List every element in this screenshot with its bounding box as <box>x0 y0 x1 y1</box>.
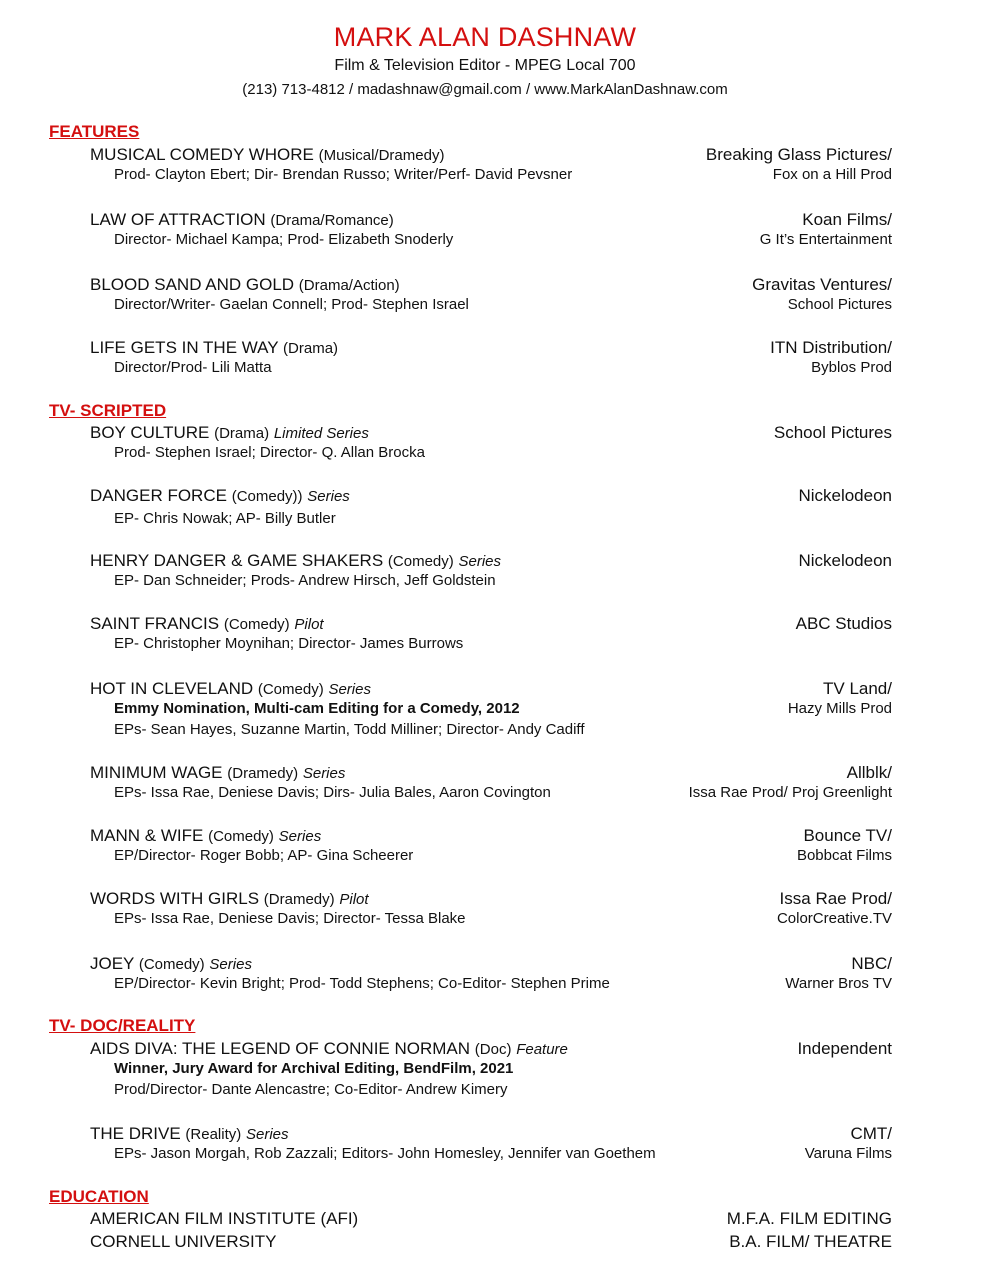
credit-people: EPs- Jason Morgah, Rob Zazzali; Editors- John Homesley, Jennifer van Goethem <box>114 1145 656 1162</box>
credit-entry <box>90 275 892 317</box>
section-heading-education: EDUCATION <box>49 1187 149 1206</box>
credit-entry <box>90 826 892 868</box>
distributor: Breaking Glass Pictures/ <box>705 145 892 164</box>
degree: B.A. FILM/ THEATRE <box>729 1232 892 1251</box>
credit-people: EPs- Issa Rae, Deniese Davis; Director- Tessa Blake <box>114 910 466 927</box>
credit-entry <box>90 423 892 465</box>
credit-people: Director/Writer- Gaelan Connell; Prod- Stephen Israel <box>114 296 469 313</box>
credit-people: EP- Christopher Moynihan; Director- James Burrows <box>114 635 464 652</box>
credit-entry <box>90 614 892 656</box>
credit-title: LAW OF ATTRACTION (Drama/Romance) <box>90 210 394 229</box>
credit-people: EP/Director- Kevin Bright; Prod- Todd Stephens; Co-Editor- Stephen Prime <box>114 975 610 992</box>
distributor: Koan Films/ <box>802 210 892 229</box>
distributor-secondary: G It’s Entertainment <box>759 231 892 248</box>
distributor: Independent <box>797 1039 892 1058</box>
credit-entry <box>90 210 892 252</box>
distributor-secondary: Warner Bros TV <box>785 975 892 992</box>
credit-title: LIFE GETS IN THE WAY (Drama) <box>90 338 339 357</box>
contact-line: (213) 713-4812 / madashnaw@gmail.com / www.MarkAlanDashnaw.com <box>242 81 728 98</box>
distributor-secondary: School Pictures <box>787 296 892 313</box>
credit-people: Prod- Clayton Ebert; Dir- Brendan Russo; Writer/Perf- David Pevsner <box>114 166 573 183</box>
credit-entry <box>90 763 892 805</box>
credit-entry <box>90 145 892 187</box>
distributor-secondary: Fox on a Hill Prod <box>772 166 892 183</box>
credit-people: Prod- Stephen Israel; Director- Q. Allan Brocka <box>114 444 425 461</box>
distributor: Nickelodeon <box>798 486 892 505</box>
distributor: Bounce TV/ <box>803 826 892 845</box>
credit-title: MUSICAL COMEDY WHORE (Musical/Dramedy) <box>90 145 445 164</box>
credit-title: JOEY (Comedy) Series <box>90 954 252 973</box>
credit-title: DANGER FORCE (Comedy)) Series <box>90 486 350 505</box>
section-heading-features: FEATURES <box>49 122 140 141</box>
resume-subtitle: Film & Television Editor - MPEG Local 700 <box>334 57 636 74</box>
credit-title: SAINT FRANCIS (Comedy) Pilot <box>90 614 324 633</box>
credit-title: HOT IN CLEVELAND (Comedy) Series <box>90 679 371 698</box>
credit-people: Prod/Director- Dante Alencastre; Co-Editor- Andrew Kimery <box>114 1081 508 1098</box>
credit-entry <box>90 889 892 931</box>
credit-people: Director/Prod- Lili Matta <box>114 359 272 376</box>
credit-people: EP/Director- Roger Bobb; AP- Gina Scheerer <box>114 847 414 864</box>
distributor-secondary: Bobbcat Films <box>796 847 892 864</box>
distributor: CMT/ <box>850 1124 892 1143</box>
distributor: Nickelodeon <box>798 551 892 570</box>
credit-entry <box>90 1124 892 1166</box>
degree: M.F.A. FILM EDITING <box>726 1209 892 1228</box>
section-heading-tv-doc-reality: TV- DOC/REALITY <box>49 1016 196 1035</box>
credit-people: EPs- Issa Rae, Deniese Davis; Dirs- Julia Bales, Aaron Covington <box>114 784 551 801</box>
award-line: Emmy Nomination, Multi-cam Editing for a Comedy, 2012 <box>114 700 520 717</box>
credit-people: Director- Michael Kampa; Prod- Elizabeth Snoderly <box>114 231 454 248</box>
education-list <box>90 1209 892 1255</box>
credit-entry <box>90 338 892 380</box>
distributor: NBC/ <box>851 954 892 973</box>
credit-entry <box>90 679 892 742</box>
credit-title: WORDS WITH GIRLS (Dramedy) Pilot <box>90 889 369 908</box>
distributor: ABC Studios <box>795 614 892 633</box>
credit-title: HENRY DANGER & GAME SHAKERS (Comedy) Series <box>90 551 502 570</box>
distributor: TV Land/ <box>823 679 892 698</box>
credit-title: BOY CULTURE (Drama) Limited Series <box>90 423 369 442</box>
credit-people: EP- Chris Nowak; AP- Billy Butler <box>114 510 336 527</box>
distributor-secondary: Hazy Mills Prod <box>787 700 892 717</box>
distributor: ITN Distribution/ <box>770 338 892 357</box>
award-line: Winner, Jury Award for Archival Editing, BendFilm, 2021 <box>114 1060 514 1077</box>
credit-title: BLOOD SAND AND GOLD (Drama/Action) <box>90 275 400 294</box>
distributor: School Pictures <box>773 423 892 442</box>
school-name: CORNELL UNIVERSITY <box>90 1232 277 1251</box>
education-row <box>90 1209 892 1232</box>
distributor-secondary: Byblos Prod <box>811 359 892 376</box>
credit-entry <box>90 486 892 531</box>
school-name: AMERICAN FILM INSTITUTE (AFI) <box>90 1209 359 1228</box>
distributor-secondary: Varuna Films <box>804 1145 892 1162</box>
distributor: Issa Rae Prod/ <box>779 889 892 908</box>
resume-name: MARK ALAN DASHNAW <box>333 22 637 52</box>
distributor: Gravitas Ventures/ <box>752 275 892 294</box>
credit-title: THE DRIVE (Reality) Series <box>90 1124 289 1143</box>
distributor-secondary: Issa Rae Prod/ Proj Greenlight <box>688 784 892 801</box>
credit-entry <box>90 551 892 593</box>
distributor: Allblk/ <box>846 763 892 782</box>
credit-entry <box>90 954 892 996</box>
distributor-secondary: ColorCreative.TV <box>776 910 892 927</box>
credit-title: AIDS DIVA: THE LEGEND OF CONNIE NORMAN (Doc) Feature <box>90 1039 568 1058</box>
education-row <box>90 1232 892 1255</box>
credit-entry <box>90 1039 892 1102</box>
credit-people: EPs- Sean Hayes, Suzanne Martin, Todd Milliner; Director- Andy Cadiff <box>114 721 585 738</box>
credit-title: MANN & WIFE (Comedy) Series <box>90 826 322 845</box>
credit-people: EP- Dan Schneider; Prods- Andrew Hirsch, Jeff Goldstein <box>114 572 496 589</box>
credit-title: MINIMUM WAGE (Dramedy) Series <box>90 763 346 782</box>
section-heading-tv-scripted: TV- SCRIPTED <box>49 401 167 420</box>
